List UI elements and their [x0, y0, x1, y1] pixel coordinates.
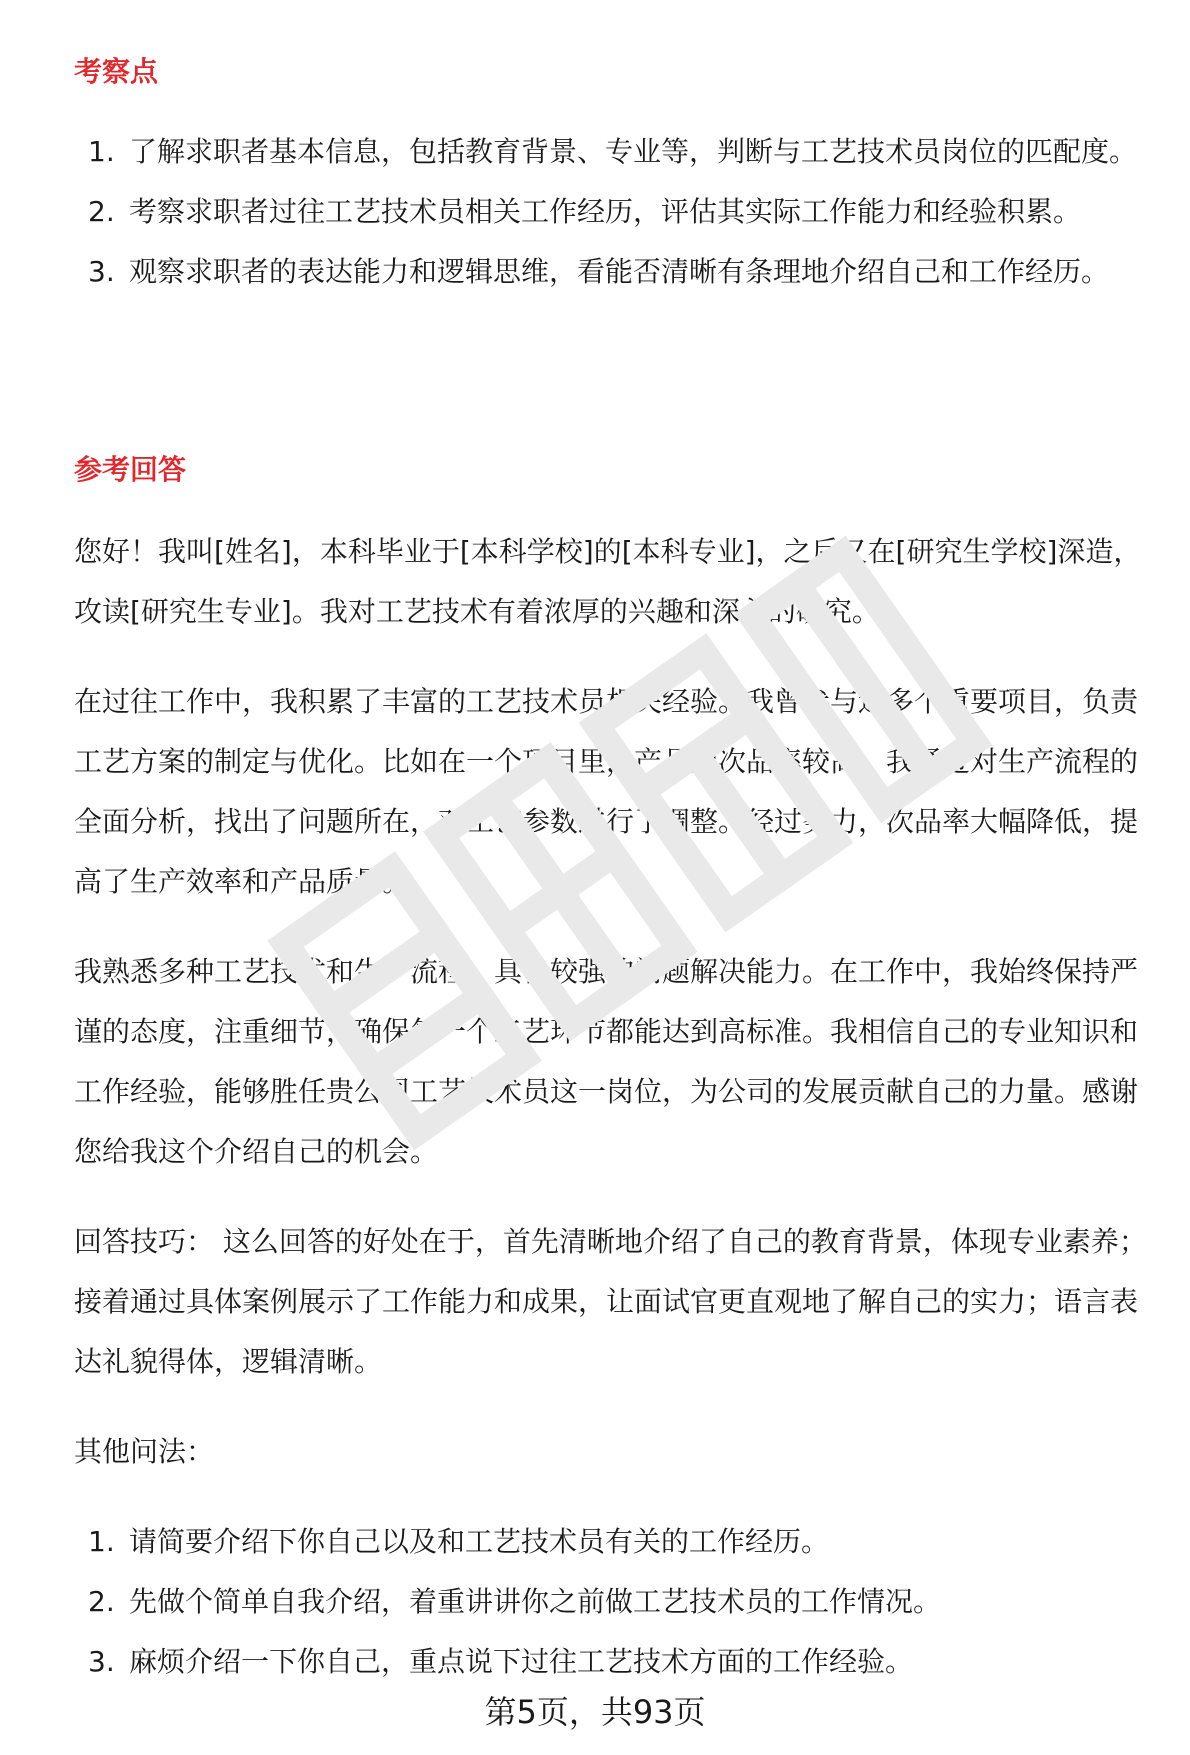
kaochadian-list	[74, 122, 1164, 302]
answer-tips-paragraph: 回答技巧： 这么回答的好处在于，首先清晰地介绍了自己的教育背景，体现专业素养；接着通过具体案例展示了工作能力和成果，让面试官更直观地了解自己的实力；语言表达礼貌得体，逻辑清晰。	[74, 1225, 1147, 1378]
page-number: 第5页，共93页	[484, 1693, 706, 1731]
answer-paragraph-2: 在过往工作中，我积累了丰富的工艺技术员相关经验。我曾参与过多个重要项目，负责工艺方案的制定与优化。比如在一个项目里，产品的次品率较高，我通过对生产流程的全面分析，找出了问题所在，对工艺参数进行了调整。经过努力，次品率大幅降低，提高了生产效率和产品质量。	[74, 685, 1139, 898]
list-item-number: 3.	[88, 255, 115, 288]
other-questions-label: 其他问法：	[74, 1435, 215, 1468]
list-item-text: 了解求职者基本信息，包括教育背景、专业等，判断与工艺技术员岗位的匹配度。	[129, 135, 1138, 168]
list-item	[74, 1632, 1164, 1692]
section-heading-cankaohuida: 参考回答	[74, 453, 187, 486]
list-item	[74, 122, 1164, 182]
list-item-text: 先做个简单自我介绍，着重讲讲你之前做工艺技术员的工作情况。	[129, 1585, 942, 1618]
list-item	[74, 1512, 1164, 1572]
other-questions-list	[74, 1512, 1164, 1692]
list-item	[74, 1572, 1164, 1632]
list-item-text: 麻烦介绍一下你自己，重点说下过往工艺技术方面的工作经验。	[129, 1645, 914, 1678]
list-item-text: 请简要介绍下你自己以及和工艺技术员有关的工作经历。	[129, 1525, 830, 1558]
list-item-number: 2.	[88, 1585, 115, 1618]
list-item-number: 3.	[88, 1645, 115, 1678]
list-item	[74, 182, 1164, 242]
list-item-number: 1.	[88, 1525, 115, 1558]
list-item-number: 1.	[88, 135, 115, 168]
list-item-number: 2.	[88, 195, 115, 228]
answer-paragraph-1: 您好！我叫[姓名]，本科毕业于[本科学校]的[本科专业]，之后又在[研究生学校]深造，攻读[研究生专业]。我对工艺技术有着浓厚的兴趣和深入的研究。	[74, 535, 1142, 628]
list-item	[74, 242, 1164, 302]
section-heading-kaochadian: 考察点	[74, 55, 159, 88]
answer-paragraph-3: 我熟悉多种工艺技术和生产流程，具备较强的问题解决能力。在工作中，我始终保持严谨的态度，注重细节，确保每一个工艺环节都能达到高标准。我相信自己的专业知识和工作经验，能够胜任贵公司工艺技术员这一岗位，为公司的发展贡献自己的力量。感谢您给我这个介绍自己的机会。	[74, 955, 1139, 1168]
list-item-text: 观察求职者的表达能力和逻辑思维，看能否清晰有条理地介绍自己和工作经历。	[129, 255, 1110, 288]
list-item-text: 考察求职者过往工艺技术员相关工作经历，评估其实际工作能力和经验积累。	[129, 195, 1082, 228]
